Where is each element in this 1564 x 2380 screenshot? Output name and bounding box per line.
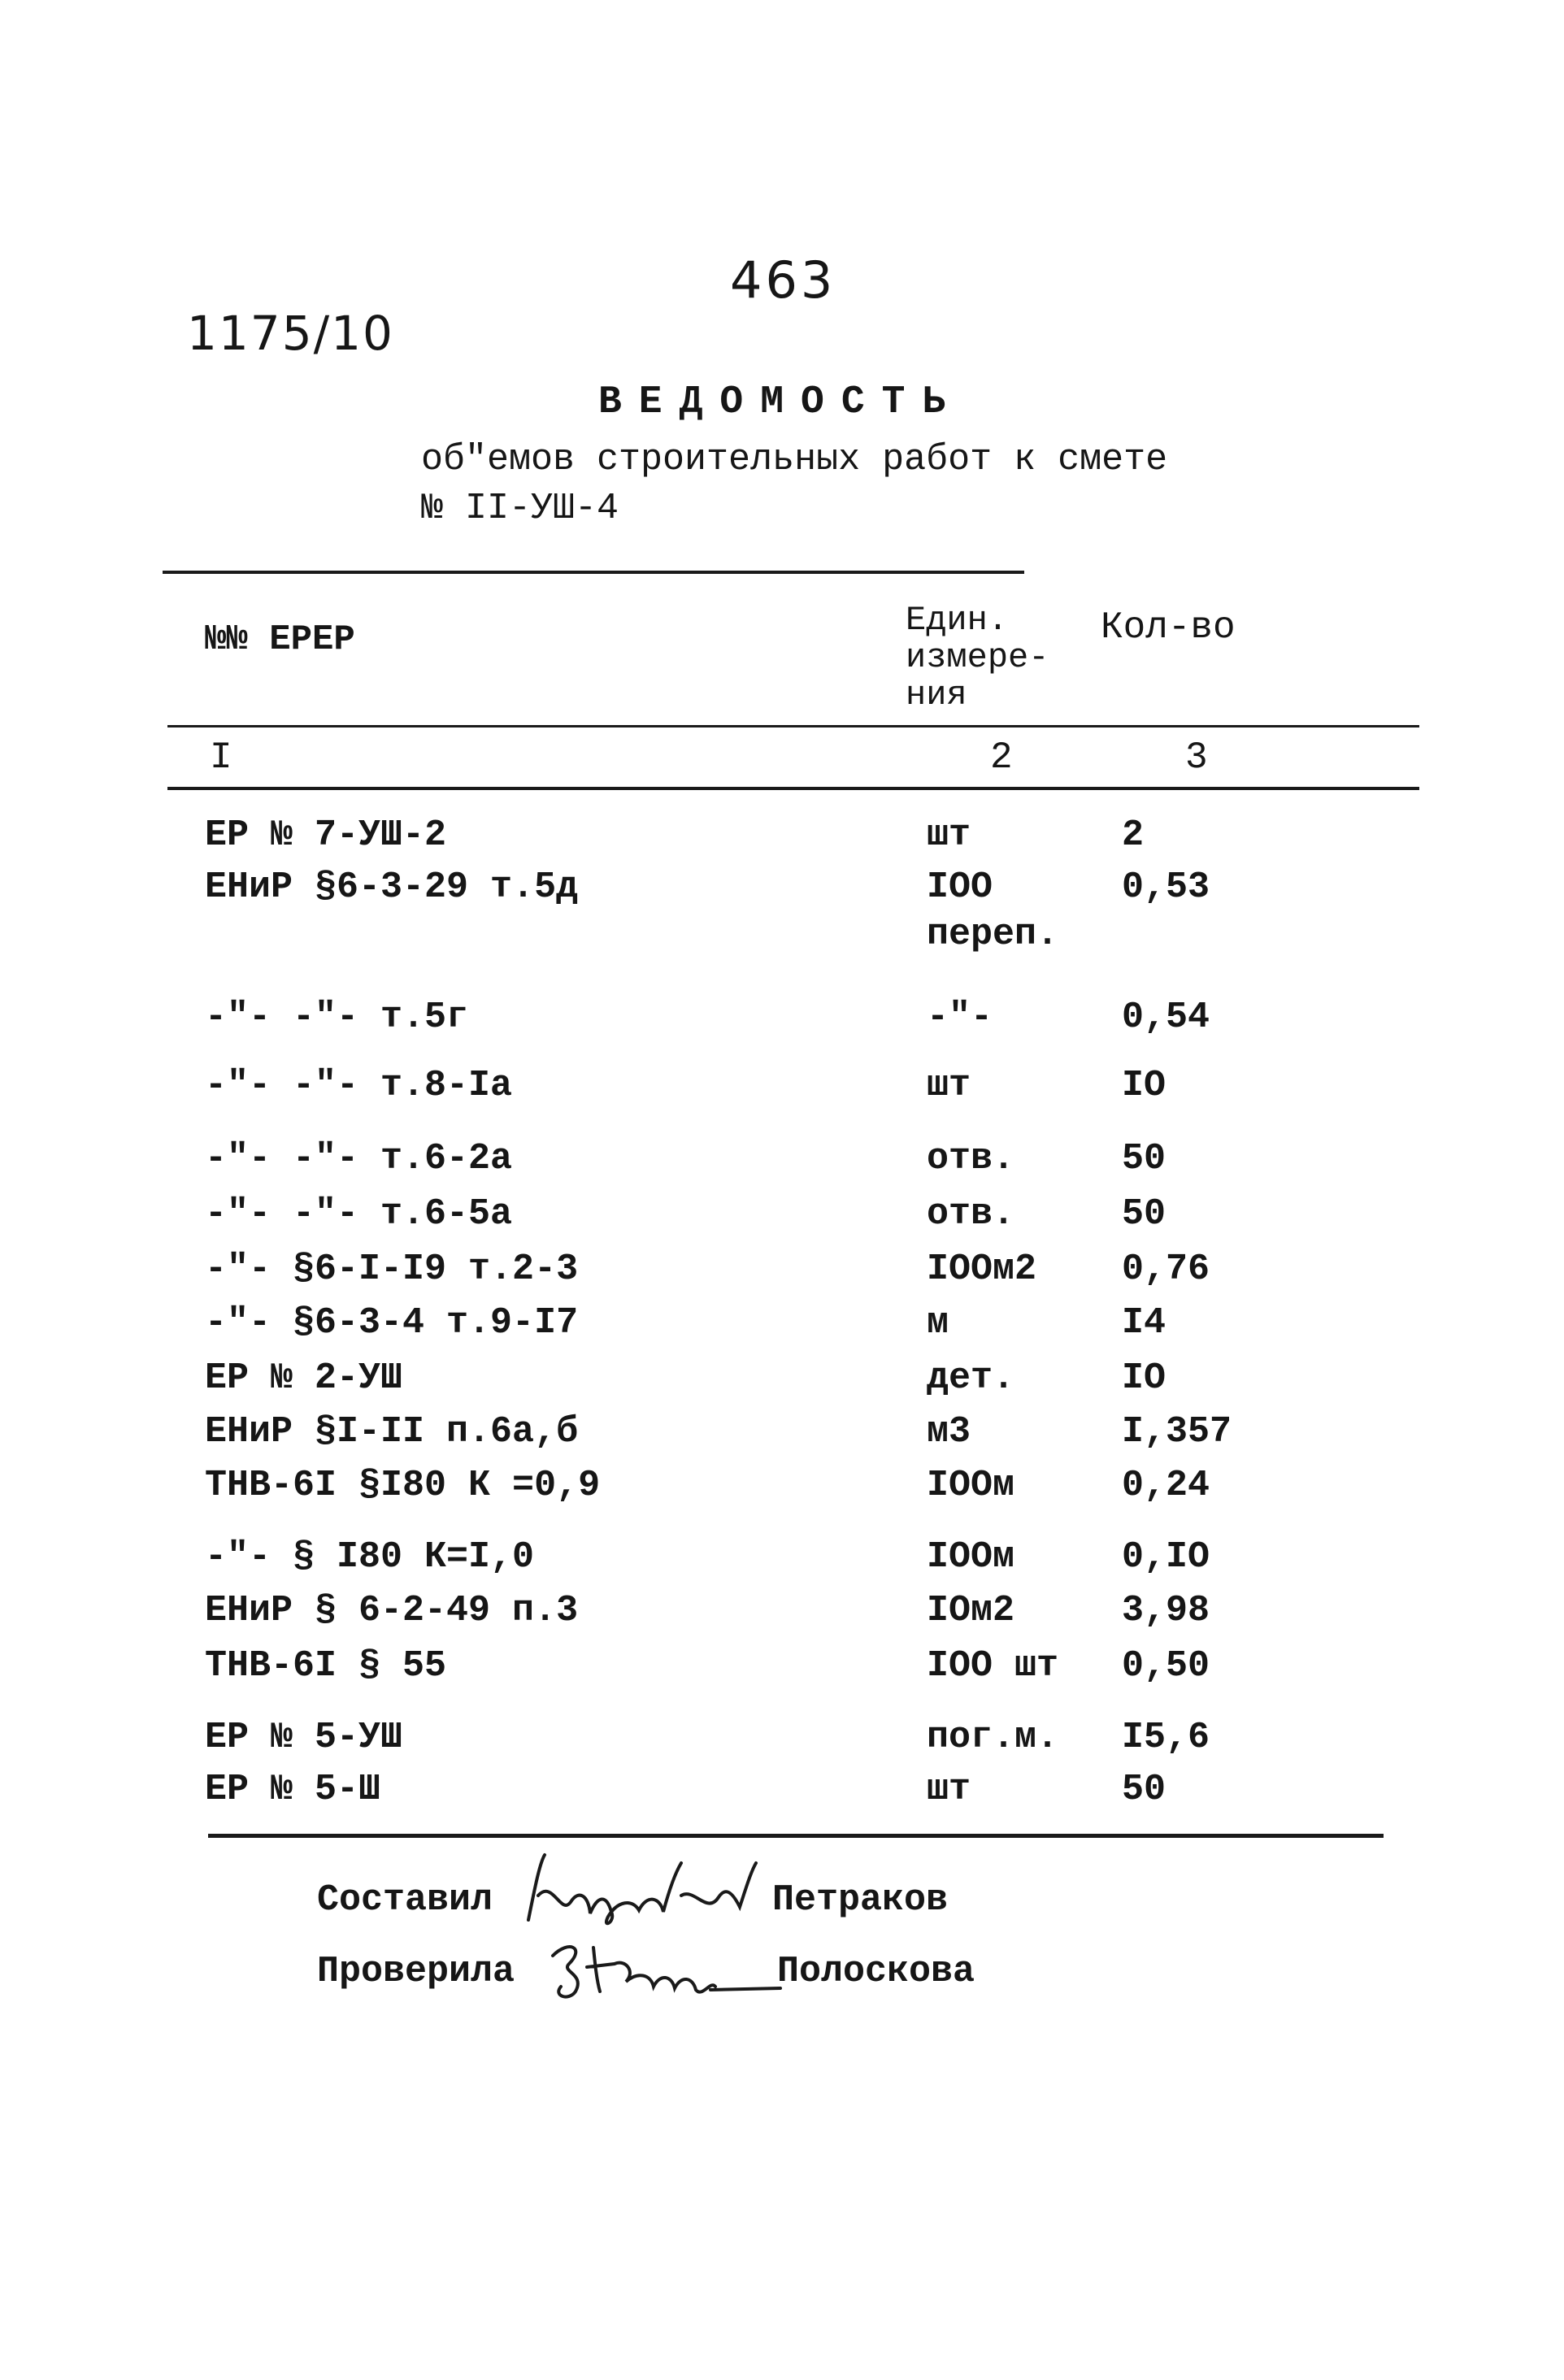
row-unit: шт [927,814,971,856]
checker-signature [537,1923,780,2013]
row-ref: ЕНиР §6-3-29 т.5д [205,866,579,908]
row-ref: ТНВ-6I § 55 [205,1645,447,1687]
row-qty: 0,53 [1122,866,1210,908]
document-title: ВЕДОМОСТЬ [598,380,963,424]
row-ref: ТНВ-6I §I80 К =0,9 [205,1465,601,1506]
estimate-number: № II-УШ-4 [421,488,619,529]
header-ref: №№ ЕРЕР [205,619,355,660]
row-unit: IOO [927,866,993,908]
row-unit: м [927,1302,949,1344]
row-ref: -"- -"- т.6-2а [205,1138,513,1179]
row-ref: ЕР № 2-УШ [205,1357,403,1399]
row-unit: отв. [927,1138,1015,1179]
row-qty: IO [1122,1357,1166,1399]
row-qty: 0,24 [1122,1465,1210,1506]
row-qty: 0,50 [1122,1645,1210,1687]
header-unit: Един. измере-ния [906,601,1049,714]
row-unit: отв. [927,1193,1015,1235]
row-qty: IO [1122,1065,1166,1106]
row-unit: IOOм [927,1465,1015,1506]
compiler-signature [520,1839,764,1936]
row-unit: IOOм2 [927,1249,1037,1290]
row-ref: -"- §6-3-4 т.9-I7 [205,1302,579,1344]
row-qty: I4 [1122,1302,1166,1344]
row-unit: шт [927,1065,971,1106]
column-number-rule [167,787,1419,790]
row-qty: 50 [1122,1769,1166,1810]
row-qty: 2 [1122,814,1145,856]
row-ref: -"- § I80 К=I,0 [205,1536,535,1578]
compiled-by-name: Петраков [772,1879,949,1921]
row-unit: шт [927,1769,971,1810]
row-unit: пог.м. [927,1717,1059,1758]
row-unit-second-line: переп. [927,914,1059,955]
row-qty: I,357 [1122,1411,1232,1453]
row-ref: ЕР № 5-УШ [205,1717,403,1758]
row-ref: ЕР № 7-УШ-2 [205,814,447,856]
column-number-2: 2 [990,736,1013,779]
header-qty: Кол-во [1101,606,1236,649]
row-unit: -"- [927,997,993,1038]
row-qty: 3,98 [1122,1590,1210,1631]
checked-by-name: Полоскова [777,1951,975,1992]
row-qty: 50 [1122,1138,1166,1179]
row-unit: дет. [927,1357,1015,1399]
row-qty: 0,76 [1122,1249,1210,1290]
bottom-rule [208,1834,1384,1838]
row-ref: ЕР № 5-Ш [205,1769,381,1810]
row-unit: IOм2 [927,1590,1015,1631]
row-unit: IOO шт [927,1645,1059,1687]
page-number: 463 [730,250,836,310]
header-rule [167,725,1419,727]
row-ref: ЕНиР § 6-2-49 п.3 [205,1590,579,1631]
row-qty: 50 [1122,1193,1166,1235]
row-ref: -"- -"- т.8-Iа [205,1065,513,1106]
row-qty: 0,54 [1122,997,1210,1038]
top-rule [163,571,1024,574]
document-code: 1175/10 [187,306,394,361]
row-ref: -"- -"- т.6-5а [205,1193,513,1235]
column-number-1: I [210,736,232,779]
compiled-by-label: Составил [317,1879,493,1921]
row-unit: м3 [927,1411,971,1453]
row-ref: -"- §6-I-I9 т.2-3 [205,1249,579,1290]
checked-by-label: Проверила [317,1951,515,1992]
row-ref: -"- -"- т.5г [205,997,469,1038]
row-unit: IOOм [927,1536,1015,1578]
row-ref: ЕНиР §I-II п.6а,б [205,1411,579,1453]
row-qty: 0,IO [1122,1536,1210,1578]
row-qty: I5,6 [1122,1717,1210,1758]
column-number-3: 3 [1185,736,1208,779]
document-subtitle: об"емов строительных работ к смете [421,439,1168,480]
